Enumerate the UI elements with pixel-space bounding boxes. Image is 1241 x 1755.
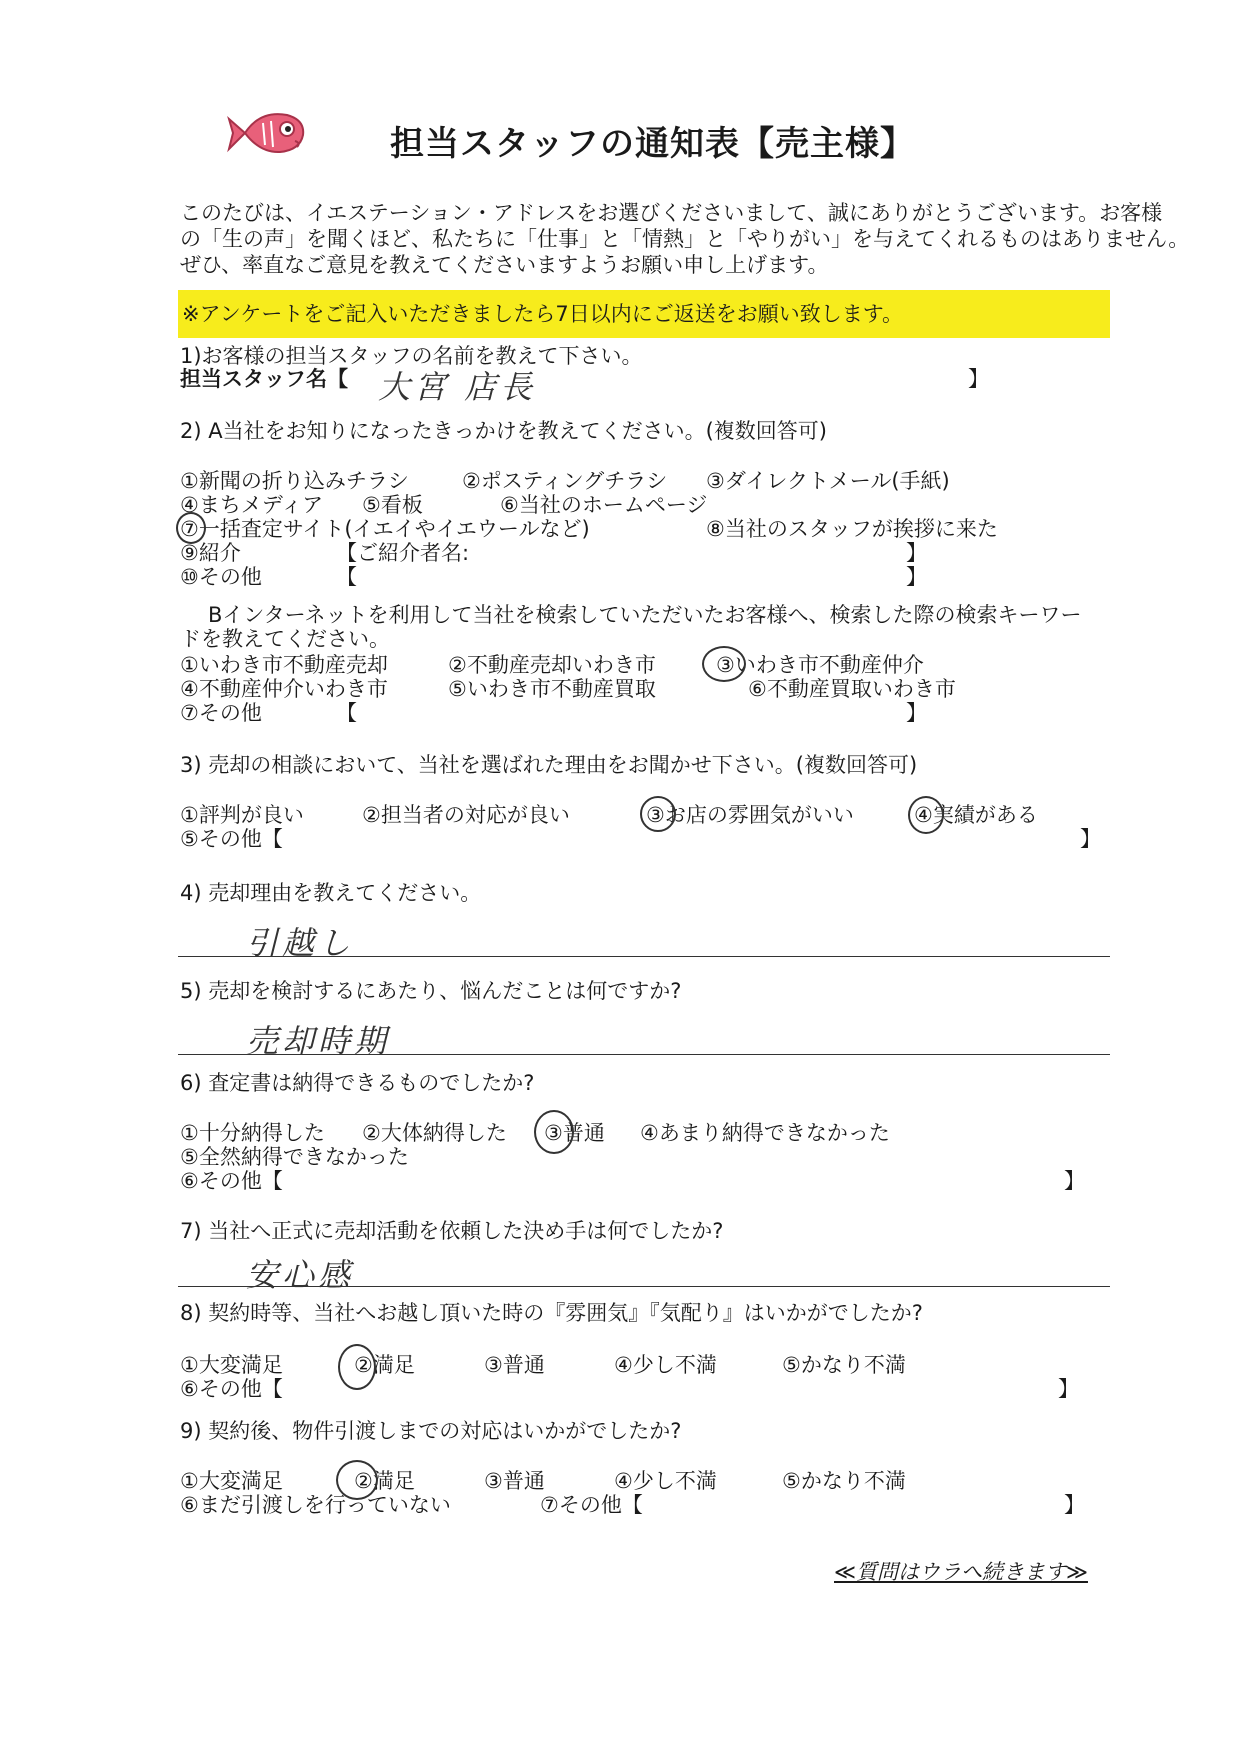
q4-answer: 引越し [246,924,355,962]
q2a-option-2: ②ポスティングチラシ [462,469,668,493]
q4-question: 4) 売却理由を教えてください。 [180,881,482,905]
q6-option-3: ③普通 [544,1121,605,1145]
q9-option-2-circle-mark [336,1460,378,1500]
q7-answer: 安心感 [246,1256,355,1294]
q5-question: 5) 売却を検討するにあたり、悩んだことは何ですか? [180,979,682,1003]
q6-question: 6) 査定書は納得できるものでしたか? [180,1071,535,1095]
q9-option-3: ③普通 [484,1469,545,1493]
q9-option-5: ⑤かなり不満 [782,1469,906,1493]
q2a-option-5: ⑤看板 [362,493,423,517]
q9-question: 9) 契約後、物件引渡しまでの対応はいかがでしたか? [180,1419,682,1443]
q2b-option-6: ⑥不動産買取いわき市 [748,677,956,701]
q9-other-close: 】 [1064,1493,1085,1517]
q9-option-4: ④少し不満 [614,1469,717,1493]
q6-option-1: ①十分納得した [180,1121,325,1145]
q2a-referrer-field: 【ご紹介者名: [336,541,470,565]
q8-question: 8) 契約時等、当社へお越し頂いた時の『雰囲気』『気配り』はいかがでしたか? [180,1301,923,1325]
q8-option-3: ③普通 [484,1353,545,1377]
q2b-option-2: ②不動産売却いわき市 [448,653,656,677]
q9-option-1: ①大変満足 [180,1469,283,1493]
q3-option-1: ①評判が良い [180,803,304,827]
q6-option-3-circle-mark [534,1110,574,1154]
fish-logo-icon [225,105,310,160]
q6-other-close: 】 [1064,1169,1085,1193]
q9-option-6: ⑥まだ引渡しを行っていない [180,1493,451,1517]
q5-answer-line [178,1054,1110,1055]
q2a-question: 2) A当社をお知りになったきっかけを教えてください。(複数回答可) [180,419,827,443]
q8-option-2: ②満足 [354,1353,415,1377]
q2a-referrer-close: 】 [906,541,927,565]
q8-other-close: 】 [1058,1377,1079,1401]
q2b-option-3-circle-mark [702,646,746,682]
q2a-other-open: 【 [336,565,357,589]
q8-option-6: ⑥その他【 [180,1377,283,1401]
q2b-option-3: ③いわき市不動産仲介 [716,653,924,677]
q3-option-3: ③お店の雰囲気がいい [646,803,854,827]
q2a-option-4: ④まちメディア [180,493,324,517]
q2a-option-3: ③ダイレクトメール(手紙) [706,469,950,493]
q5-answer: 売却時期 [246,1022,391,1060]
q8-option-2-circle-mark [338,1344,376,1390]
q2b-option-1: ①いわき市不動産売却 [180,653,388,677]
q1-question: 1)お客様の担当スタッフの名前を教えて下さい。 [180,344,643,368]
q2b-other-close: 】 [906,701,927,725]
q3-option-4: ④実績がある [914,803,1038,827]
q1-answer: 大宮 店長 [378,368,537,406]
continue-note: ≪質問はウラへ続きます≫ [834,1560,1088,1584]
q2a-option-7: ⑦一括査定サイト(イエイやイエウールなど) [180,517,590,541]
q8-option-4: ④少し不満 [614,1353,717,1377]
q2b-question-line-1: Bインターネットを利用して当社を検索していただいたお客様へ、検索した際の検索キーワー [208,603,1082,627]
q2a-option-9: ⑨紹介 [180,541,241,565]
q2a-option-7-circle-mark [176,512,206,544]
q7-question: 7) 当社へ正式に売却活動を依頼した決め手は何でしたか? [180,1219,724,1243]
q1-label: 担当スタッフ名【 [180,367,348,391]
q3-option-4-circle-mark [908,796,944,834]
q6-option-4: ④あまり納得できなかった [640,1121,890,1145]
q4-answer-line [178,956,1110,957]
intro-line-3: ぜひ、率直なご意見を教えてくださいますようお願い申し上げます。 [180,253,829,277]
q2a-option-8: ⑧当社のスタッフが挨拶に来た [706,517,998,541]
q2b-option-4: ④不動産仲介いわき市 [180,677,388,701]
q1-close-bracket: 】 [968,367,989,391]
q8-option-5: ⑤かなり不満 [782,1353,906,1377]
q2a-option-1: ①新聞の折り込みチラシ [180,469,409,493]
q2b-option-5: ⑤いわき市不動産買取 [448,677,656,701]
page-title: 担当スタッフの通知表【売主様】 [390,124,915,164]
q7-answer-line [178,1286,1110,1287]
q8-option-1: ①大変満足 [180,1353,283,1377]
intro-line-2: の「生の声」を聞くほど、私たちに「仕事」と「情熱」と「やりがい」を与えてくれるものはありません。 [180,227,1190,251]
q2b-other-open: 【 [336,701,357,725]
q6-option-2: ②大体納得した [362,1121,507,1145]
q2b-question-line-2: ドを教えてください。 [180,627,390,651]
q3-other-close: 】 [1080,827,1101,851]
q9-option-7: ⑦その他【 [540,1493,643,1517]
q2a-option-6: ⑥当社のホームページ [500,493,708,517]
q3-option-5: ⑤その他【 [180,827,283,851]
q2b-option-7: ⑦その他 [180,701,262,725]
intro-line-1: このたびは、イエステーション・アドレスをお選びくださいまして、誠にありがとうございます。お客様 [180,201,1163,225]
q6-option-6: ⑥その他【 [180,1169,283,1193]
notice-text: ※アンケートをご記入いただきましたら7日以内にご返送をお願い致します。 [182,302,904,326]
q2a-option-10: ⑩その他 [180,565,262,589]
q3-question: 3) 売却の相談において、当社を選ばれた理由をお聞かせ下さい。(複数回答可) [180,753,918,777]
q3-option-3-circle-mark [640,796,676,832]
q3-option-2: ②担当者の対応が良い [362,803,570,827]
q2a-other-close: 】 [906,565,927,589]
q6-option-5: ⑤全然納得できなかった [180,1145,409,1169]
q9-option-2: ②満足 [354,1469,415,1493]
